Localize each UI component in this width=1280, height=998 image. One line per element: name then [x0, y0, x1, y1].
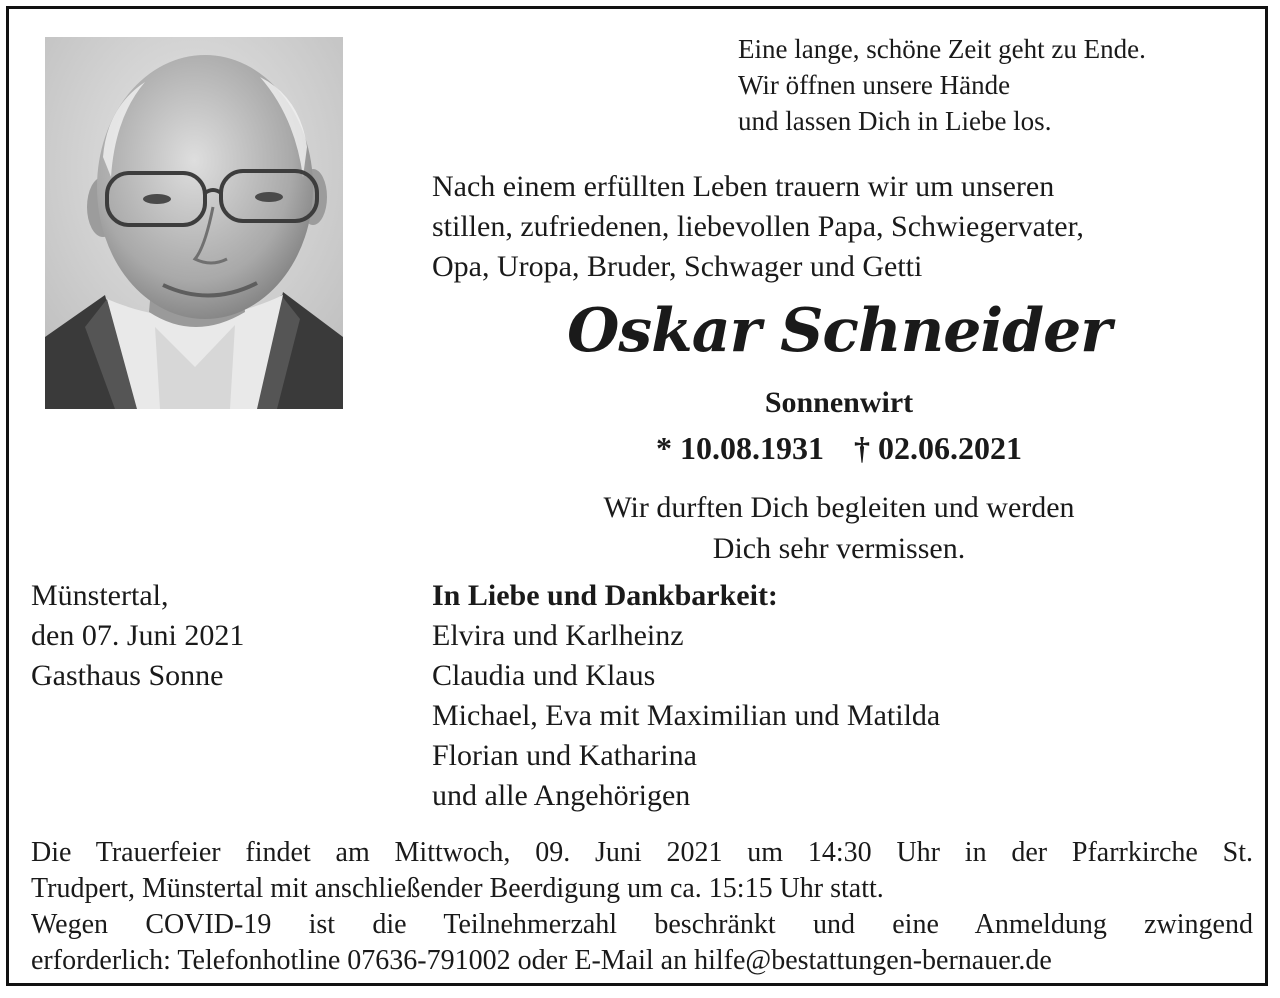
place-line: Münstertal,: [31, 579, 169, 612]
mourner-entry: Elvira und Karlheinz: [432, 619, 684, 652]
place-line: Gasthaus Sonne: [31, 659, 224, 692]
mourners-list: [432, 576, 940, 816]
mourner-entry: und alle Angehörigen: [432, 779, 691, 812]
intro-line: Nach einem erfüllten Leben trauern wir um unseren: [432, 170, 1055, 203]
motto-line: Wir öffnen unsere Hände: [738, 70, 1011, 100]
funeral-notice-line: Trudpert, Münstertal mit anschließender Beerdigung um ca. 15:15 Uhr statt.: [31, 873, 884, 904]
place-line: den 07. Juni 2021: [31, 619, 245, 652]
mourner-entry: Michael, Eva mit Maximilian und Matilda: [432, 699, 941, 732]
birth-date: * 10.08.1931: [656, 430, 824, 466]
funeral-notice-line: erforderlich: Telefonhotline 07636-791002 oder E-Mail an hilfe@bestattungen-bernauer.de: [31, 945, 1052, 976]
farewell-text: [429, 487, 1249, 569]
motto-line: Eine lange, schöne Zeit geht zu Ende.: [738, 34, 1146, 64]
mourner-entry: Florian und Katharina: [432, 739, 697, 772]
mourners-heading: In Liebe und Dankbarkeit:: [432, 579, 778, 612]
intro-line: Opa, Uropa, Bruder, Schwager und Getti: [432, 250, 923, 283]
death-date: † 02.06.2021: [854, 430, 1022, 466]
funeral-notice-line: Wegen COVID-19 ist die Teilnehmerzahl beschränkt und eine Anmeldung zwingend: [31, 909, 1253, 940]
deceased-occupation: Sonnenwirt: [764, 386, 914, 419]
mourner-entry: Claudia und Klaus: [432, 659, 656, 692]
intro-line: stillen, zufriedenen, liebevollen Papa, Schwiegervater,: [432, 210, 1084, 243]
portrait-photo: [45, 37, 343, 409]
obituary-notice: [6, 6, 1268, 986]
life-dates: [429, 427, 1249, 469]
funeral-notice: [31, 835, 1253, 979]
motto-line: und lassen Dich in Liebe los.: [738, 106, 1052, 136]
farewell-line: Wir durften Dich begleiten und werden: [603, 491, 1075, 524]
portrait-illustration: [45, 37, 343, 409]
farewell-line: Dich sehr vermissen.: [712, 532, 966, 565]
funeral-notice-line: Die Trauerfeier findet am Mittwoch, 09. Juni 2021 um 14:30 Uhr in der Pfarrkirche St.: [31, 837, 1253, 868]
place-and-date: [31, 576, 244, 696]
motto-verse: [738, 31, 1146, 139]
intro-text: [432, 167, 1084, 287]
deceased-name: Oskar Schneider: [567, 296, 1111, 366]
